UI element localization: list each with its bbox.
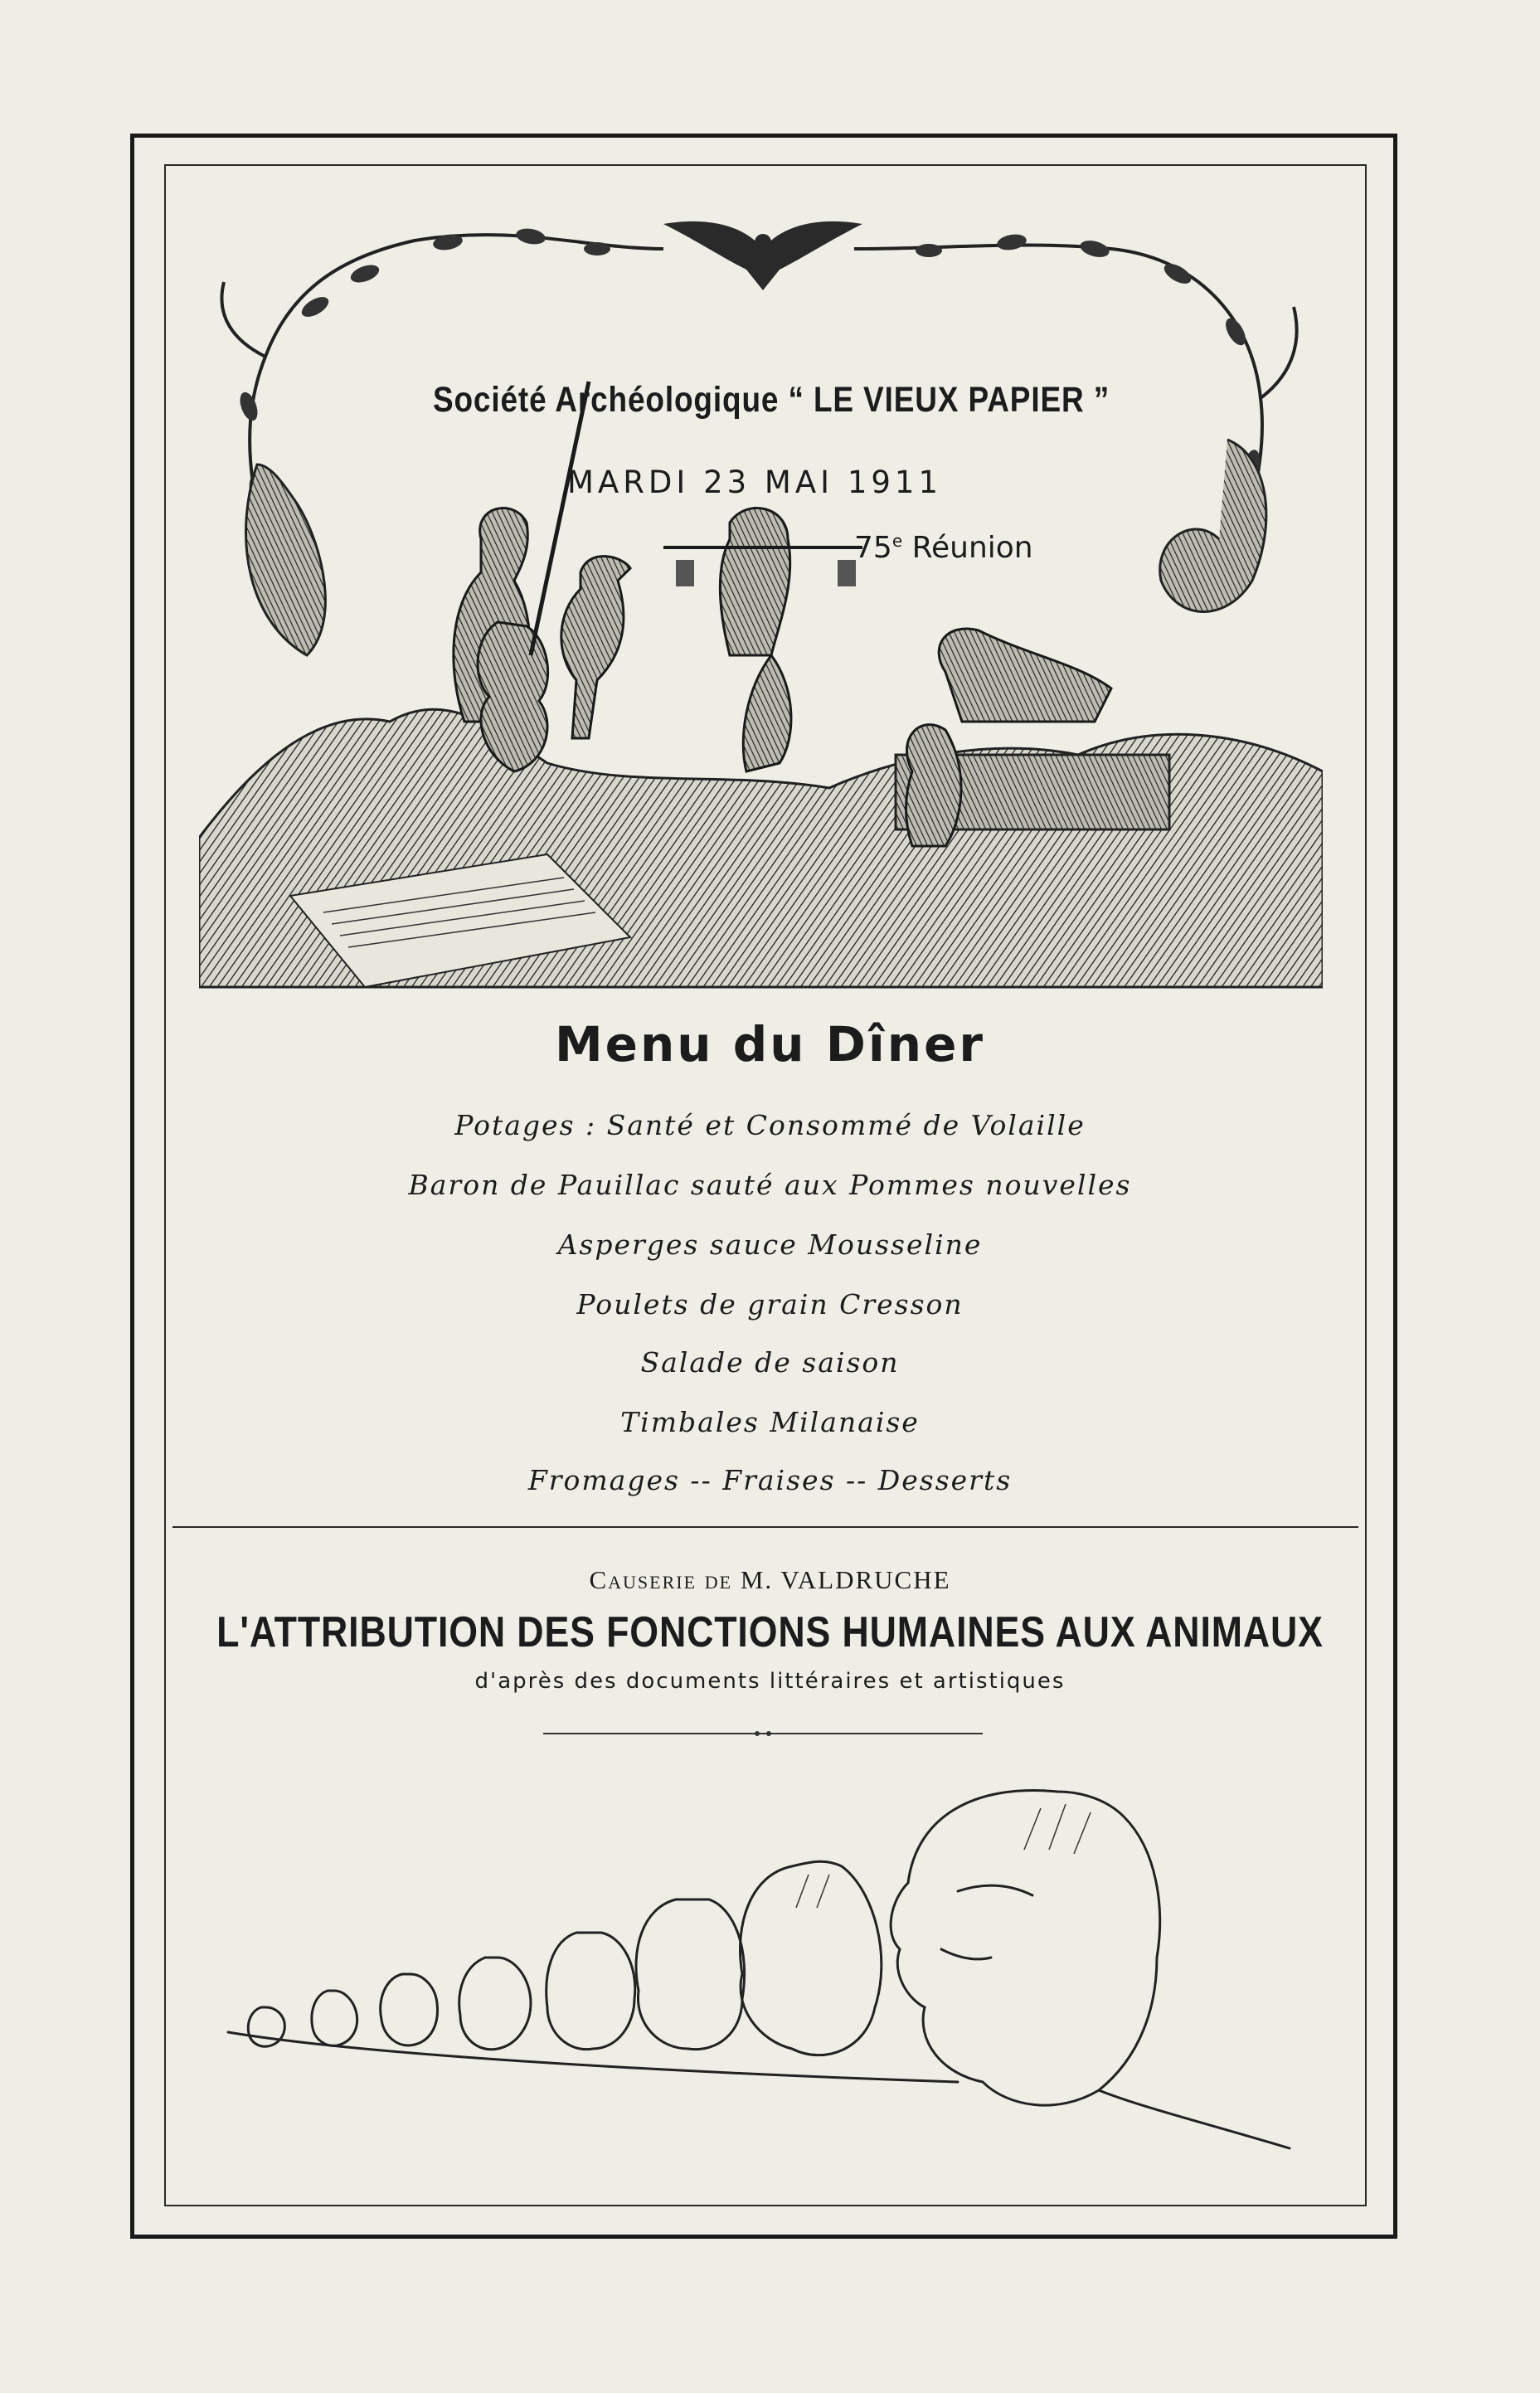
menu-item: Fromages -- Fraises -- Desserts	[527, 1464, 1013, 1496]
menu-item: Poulets de grain Cresson	[576, 1288, 964, 1321]
talk-title: L'ATTRIBUTION DES FONCTIONS HUMAINES AUX ANIMAUX	[216, 1608, 1324, 1656]
reunion-ordinal: e	[891, 531, 903, 551]
caricature-heads-sketch	[211, 1758, 1314, 2181]
ornament-rule	[543, 1729, 983, 1739]
dog-musicians-engraving	[199, 191, 1323, 991]
event-date: MARDI 23 MAI 1911	[566, 464, 943, 500]
reunion-number	[854, 531, 1033, 565]
reunion-label: Réunion	[911, 531, 1033, 565]
menu-item: Salade de saison	[640, 1346, 900, 1379]
speaker-name: M. VALDRUCHE	[740, 1565, 951, 1594]
reunion-count: 75	[854, 531, 892, 565]
talk-speaker	[0, 1565, 1540, 1595]
talk-subtitle: d'après des documents littéraires et artistiques	[474, 1669, 1066, 1694]
menu-item: Baron de Pauillac sauté aux Pommes nouvelles	[408, 1169, 1132, 1201]
section-divider	[172, 1526, 1358, 1528]
menu-item: Potages : Santé et Consommé de Volaille	[454, 1109, 1086, 1141]
menu-item: Timbales Milanaise	[620, 1406, 920, 1438]
menu-item: Asperges sauce Mousseline	[557, 1228, 983, 1261]
menu-title: Menu du Dîner	[554, 1016, 986, 1072]
causerie-prefix: Causerie de	[589, 1565, 733, 1594]
society-name: Société Archéologique “ LE VIEUX PAPIER ”	[432, 380, 1110, 420]
